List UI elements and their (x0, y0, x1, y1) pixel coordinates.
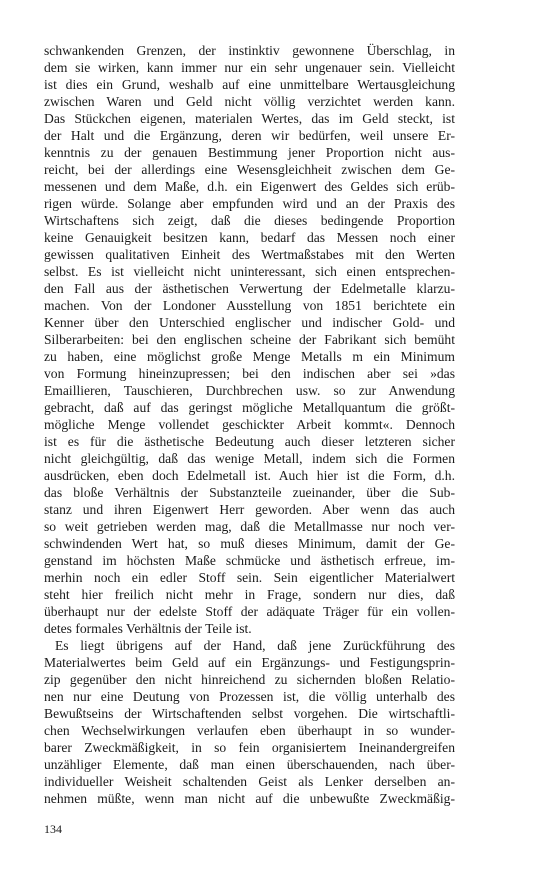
text-line: den Fall aus der ästhetischen Verwertung der Edelmetalle klarzu- (44, 281, 455, 296)
text-line: Kenner über den Unterschied englischer und indischer Gold- und (44, 315, 455, 330)
text-line: unzähliger Elemente, daß man einen überschauenden, nach über- (44, 757, 455, 772)
text-line: nehmen müßte, wenn man nicht auf die unbewußte Zweckmäßig- (44, 791, 455, 806)
text-line: keine Genauigkeit besitzen kann, bedarf das Messen noch einer (44, 230, 455, 245)
text-line: dem sie wirken, kann immer nur ein sehr ungenauer sein. Vielleicht (44, 60, 455, 75)
text-line: steht hier freilich nicht mehr in Frage, sondern nur dies, daß (44, 587, 455, 602)
text-line: der Halt und die Ergänzung, deren wir bedürfen, weil unsere Er- (44, 128, 455, 143)
text-line: detes formales Verhältnis der Teile ist. (44, 621, 252, 636)
text-line: so weit getrieben werden mag, daß die Metallmasse nur noch ver- (44, 519, 455, 534)
text-line: Emaillieren, Tauschieren, Durchbrechen usw. so zur Anwendung (44, 383, 455, 398)
text-line: rigen würde. Solange aber empfunden wird und an der Praxis des (44, 196, 455, 211)
text-line: messenen und dem Maße, d.h. ein Eigenwert des Geldes sich erüb- (44, 179, 455, 194)
text-line: machen. Von der Londoner Ausstellung von 1851 berichtete ein (44, 298, 455, 313)
text-line: überhaupt nur der edelste Stoff der adäquate Träger für ein vollen- (44, 604, 455, 619)
text-line: ist es für die ästhetische Bedeutung auch dieser letzteren sicher (44, 434, 455, 449)
text-line: zu haben, eine möglichst große Menge Metalls m ein Minimum (44, 349, 455, 364)
text-line: kenntnis zu der genauen Bestimmung jener Proportion nicht aus- (44, 145, 455, 160)
text-line: das bloße Verhältnis der Substanzteile zueinander, über die Sub- (44, 485, 455, 500)
body-text (44, 42, 455, 807)
text-line: stanz und ihren Eigenwert Herr geworden. Aber wenn das auch (44, 502, 455, 517)
paragraph-1 (44, 42, 455, 637)
text-line: Bewußtseins der Wirtschaftenden selbst vorgehen. Die wirtschaftli- (44, 706, 455, 721)
text-line: schwankenden Grenzen, der instinktiv gewonnene Überschlag, in (44, 43, 455, 58)
text-line: nen nur eine Deutung von Prozessen ist, die völlig unterhalb des (44, 689, 455, 704)
paragraph-2 (44, 637, 455, 807)
text-line: Das Stückchen eigenen, materialen Wertes, das im Geld steckt, ist (44, 111, 455, 126)
text-line: Silberarbeiten: bei den englischen scheine der Fabrikant sich bemüht (44, 332, 455, 347)
text-line: ist dies ein Grund, weshalb auf eine unmittelbare Wertausgleichung (44, 77, 455, 92)
text-line: genstand im höchsten Maße schmücke und ästhetisch erfreue, im- (44, 553, 455, 568)
text-line: zip gegenüber den nicht hinreichend zu sichernden bloßen Relatio- (44, 672, 455, 687)
text-line: gebracht, daß auf das geringst mögliche Metallquantum die größt- (44, 400, 455, 415)
text-line: ausdrücken, eben doch Edelmetall ist. Auch hier ist die Form, d.h. (44, 468, 455, 483)
text-line: reicht, bei der allerdings eine Wesensgleichheit zwischen dem Ge- (44, 162, 455, 177)
text-line: mögliche Menge vollendet geschickter Arbeit kommt«. Dennoch (44, 417, 455, 432)
text-line: gewissen qualitativen Einheit des Wertmaßstabes mit den Werten (44, 247, 455, 262)
text-line: schwindenden Wert hat, so muß dieses Minimum, damit der Ge- (44, 536, 455, 551)
text-line: individueller Weisheit schaltenden Geist als Lenker derselben an- (44, 774, 455, 789)
text-line: Wirtschaftens sich zeigt, daß die dieses bedingende Proportion (44, 213, 455, 228)
text-line: Es liegt übrigens auf der Hand, daß jene Zurückführung des (55, 638, 455, 653)
text-line: barer Zweckmäßigkeit, in so fein organisiertem Ineinandergreifen (44, 740, 455, 755)
text-line: merhin noch ein edler Stoff sein. Sein eigentlicher Materialwert (44, 570, 455, 585)
text-line: chen Wechselwirkungen verlaufen eben überhaupt in so wunder- (44, 723, 455, 738)
text-line: Materialwertes beim Geld auf ein Ergänzungs- und Festigungsprin- (44, 655, 455, 670)
text-line: von Formung hineinzupressen; bei den indischen aber sei »das (44, 366, 455, 381)
text-line: nicht gleichgültig, daß das wenige Metall, indem sich die Formen (44, 451, 455, 466)
page-number: 134 (44, 822, 62, 836)
text-line: zwischen Waren und Geld nicht völlig verzichtet werden kann. (44, 94, 455, 109)
text-line: selbst. Es ist vielleicht nicht uninteressant, sich einen entsprechen- (44, 264, 455, 279)
